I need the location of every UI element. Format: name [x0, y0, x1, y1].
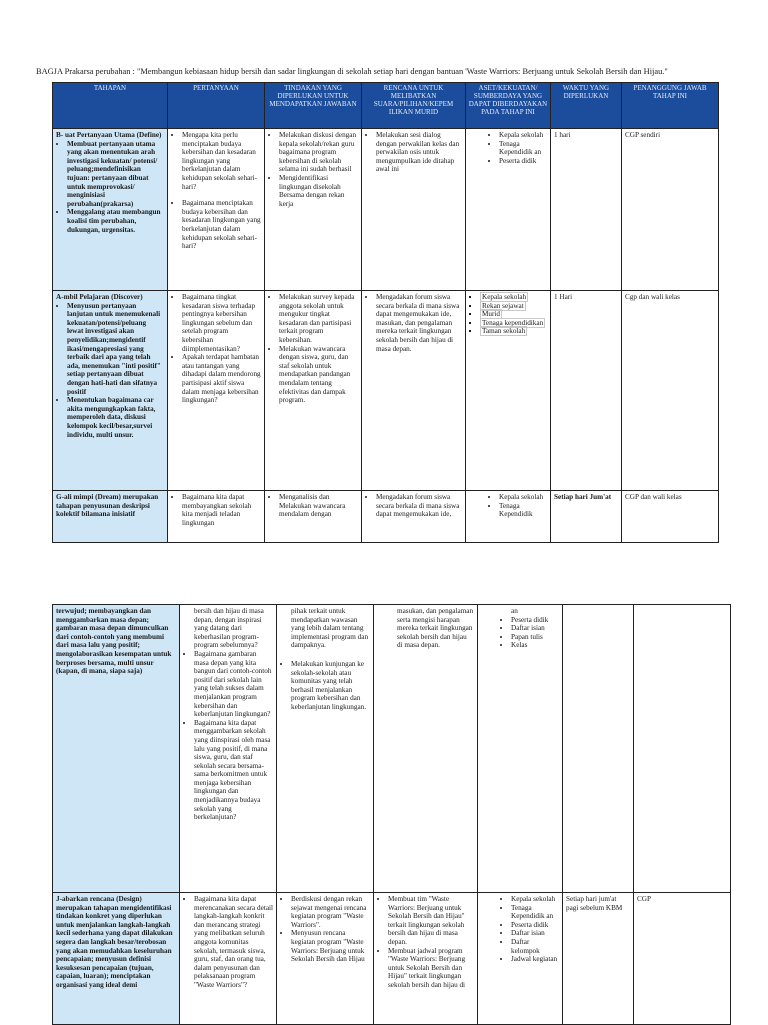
- action-continuation: pihak terkait untuk mendapatkan wawasan yang lebih dalam tentang implementasi program dan dampaknya.: [291, 607, 369, 650]
- assets-cell: [478, 605, 563, 893]
- table-row-dream: [53, 491, 719, 543]
- table-row-dream-cont: [53, 605, 731, 893]
- list-item: • Jadwal kegiatan: [511, 955, 559, 964]
- pic-cell: [634, 605, 731, 893]
- list-item: • Menggalang atau membangun koalisi tim perubahan, dukungan, urgensitas.: [67, 208, 164, 234]
- student-voice-cell: [362, 129, 466, 291]
- header-waktu: WAKTU YANG DIPERLUKAN: [551, 83, 622, 129]
- list-item: • Bagaimana gambaran masa depan yang kita bangun dari contoh-contoh positif dari sekolah lain yang telah sukses dalam menjalankan program kebersihan dan keberlanjutan lingkungan?: [194, 650, 273, 719]
- list-item: ▪ Kepala sekolah: [480, 293, 547, 302]
- pic-cell: CGP dan wali kelas: [622, 491, 719, 543]
- actions-cell: [277, 893, 374, 1025]
- list-item: • Kepala sekolah: [499, 131, 547, 140]
- list-item: • Melakukan diskusi dengan kepala sekolah/rekan guru bagaimana program kebersihan di sekolah selama ini sudah berhasil: [279, 131, 358, 174]
- list-item: • Melakukan kunjungan ke sekolah-sekolah atau komunitas yang telah berhasil menjalankan program kebersihan dan keberlanjutan lingkungan.: [291, 660, 370, 712]
- time-cell: 1 Hari: [551, 291, 622, 491]
- list-item: • Melakukan wawancara dengan siswa, guru, dan staf sekolah untuk mendapatkan pandangan mendalam tentang efektivitas dan dampak program.: [279, 345, 358, 405]
- list-item: • Tenaga Kependidik an: [511, 904, 559, 921]
- list-item: • Kepala sekolah: [499, 493, 547, 502]
- list-item: • Membuat jadwal program "Waste Warriors: Berjuang untuk Sekolah Bersih dan Hijau" terkait lingkungan sekolah bersih dan hijau di: [388, 947, 474, 990]
- stage-cell: terwujud; membayangkan dan menggambarkan masa depan; gambaran masa depan dimunculkan dari contoh-contoh yang membumi dari masa lalu yang positif; mengolaborasikan kesempatan untuk berproses bersama, multi unsur (kapan, di mana, siapa saja): [53, 605, 180, 893]
- table-header-row: [53, 83, 719, 129]
- pic-cell: CGP: [634, 893, 731, 1025]
- student-voice-cell: [362, 291, 466, 491]
- questions-cell: [168, 491, 265, 543]
- student-voice-cell: [374, 893, 478, 1025]
- asset-continuation: an: [511, 607, 518, 615]
- table-row-define: [53, 129, 719, 291]
- bagja-table-part-2: [52, 604, 731, 1025]
- list-item: • Papan tulis: [511, 633, 559, 642]
- list-item: • Tenaga Kependidik an: [499, 140, 547, 157]
- list-item: • Bagaimana kita dapat menggambarkan sekolah yang diinspirasi oleh masa lalu yang positif, di mana siswa, guru, dan staf sekolah secara bersama-sama berkomitmen untuk menjaga kebersihan lingkungan dan menjadikannya budaya sekolah yang berkelanjutan?: [194, 719, 273, 822]
- questions-cell: [168, 129, 265, 291]
- stage-title: G-ali mimpi (Dream) merupakan tahapan penyusunan deskripsi kolektif bilamana inisiatif: [56, 493, 159, 519]
- stage-cell: [53, 491, 168, 543]
- list-item: • Apakah terdapat hambatan atau tantangan yang dihadapi dalam mendorong partisipasi aktif siswa dalam menjaga kebersihan lingkungan?: [182, 353, 261, 405]
- assets-cell: [478, 893, 563, 1025]
- list-item: • Melakukan survey kepada anggota sekolah untuk mengukur tingkat kesadaran dan partisipasi terkait program kebersihan.: [279, 293, 358, 345]
- list-item: • Daftar isian: [511, 929, 559, 938]
- header-tindakan: TINDAKAN YANG DIPERLUKAN UNTUK MENDAPATKAN JAWABAN: [265, 83, 362, 129]
- stage-title: A-mbil Pelajaran (Discover): [56, 293, 143, 301]
- stage-cell: [53, 129, 168, 291]
- list-item: • Melakukan sesi dialog dengan perwakilan kelas dan perwakilan osis untuk mengumpulkan ide ditahap awal ini: [376, 131, 462, 174]
- list-item: ▪ Rekan sejawat: [480, 302, 547, 311]
- list-item: • Berdiskusi dengan rekan sejawat mengenai rencana kegiatan program "Waste Warriors".: [291, 895, 370, 929]
- header-aset: ASET/KEKUATAN/ SUMBERDAYA YANG DAPAT DIBERDAYAKAN PADA TAHAP INI: [466, 83, 551, 129]
- time-cell: Setiap hari jum'at pagi sebelum KBM: [563, 893, 634, 1025]
- student-voice-cell: [374, 605, 478, 893]
- list-item: • Peserta didik: [511, 921, 559, 930]
- student-voice-cell: [362, 491, 466, 543]
- list-item: • Peserta didik: [511, 616, 559, 625]
- list-item: • Tenaga Kependidik: [499, 502, 547, 519]
- stage-title: B- uat Pertanyaan Utama (Define): [56, 131, 162, 139]
- time-cell: 1 hari: [551, 129, 622, 291]
- assets-cell: [466, 491, 551, 543]
- header-rencana: RENCANA UNTUK MELIBATKAN SUARA/PILIHAN/KEPEM ILIKAN MURID: [362, 83, 466, 129]
- list-item: • Bagaimana kita dapat membayangkan sekolah kita menjadi teladan lingkungan: [182, 493, 261, 527]
- questions-cell: [180, 605, 277, 893]
- time-cell: Setiap hari Jum'at: [551, 491, 622, 543]
- list-item: • Mengidentifikasi lingkungan disekolah Bersama dengan rekan kerja: [279, 174, 358, 208]
- list-item: • Membuat pertanyaan utama yang akan menentukan arah investigasi kekuatan/ potensi/ peluang;mendefinisikan tujuan: pertanyaan dibuat untuk memprovokasi/ menginisiasi perubahan(prakarsa): [67, 140, 164, 209]
- list-item: • Bagaimana menciptakan budaya kebersihan dan kesadaran lingkungan yang berkelanjutan dalam kehidupan sekolah sehari-hari?: [182, 199, 261, 251]
- voice-continuation: masukan, dan pengalaman serta mengisi harapan mereka terkait lingkungan sekolah bersih dan hijau di masa depan.: [397, 607, 474, 650]
- table-row-discover: [53, 291, 719, 491]
- actions-cell: [265, 491, 362, 543]
- list-item: • Kelas: [511, 641, 559, 650]
- actions-cell: [265, 129, 362, 291]
- list-item: • Menyusun pertanyaan lanjutan untuk menemukenali kekuatan/potensi/peluang lewat investigasi akan penyelidikan;mengidentif ikasi/mengapresiasi yang terbaik dari apa yang telah ada, menemukan "inti positif" setiap pertanyaan dibuat dengan hati-hati dan sifatnya positif: [67, 302, 164, 397]
- time-cell: [563, 605, 634, 893]
- list-item: ▪ Tenaga kependidikan: [480, 319, 547, 328]
- pic-cell: CGP sendiri: [622, 129, 719, 291]
- list-item: • Bagaimana kita dapat merencanakan secara detail langkah-langkah konkrit dan merancang strategi yang melibatkan seluruh anggota komunitas sekolah, termasuk siswa, guru, staf, dan orang tua, dalam penyusunan dan pelaksanaan program "Waste Warriors"?: [194, 895, 273, 990]
- header-tahapan: TAHAPAN: [53, 83, 168, 129]
- pic-cell: Cgp dan wali kelas: [622, 291, 719, 491]
- bagja-table-part-1: [52, 82, 719, 543]
- list-item: ▪ Murid: [480, 310, 547, 319]
- list-item: • Membuat tim "Waste Warriors: Berjuang untuk Sekolah Bersih dan Hijau" terkait lingkungan sekolah bersih dan hijau di masa depan.: [388, 895, 474, 947]
- list-item: • Mengadakan forum siswa secara berkala di mana siswa dapat mengemukakan ide, masukan, dan pengalaman mereka terkait lingkungan sekolah bersih dan hijau di masa depan.: [376, 293, 462, 353]
- list-item: • Daftar isian: [511, 624, 559, 633]
- stage-cell: J-abarkan rencana (Design) merupakan tahapan mengidentifikasi tindakan konkret yang diperlukan untuk menjalankan langkah-langkah kecil sederhana yang dapat dilakukan segera dan langkah besar/terobosan yang akan memudahkan keseluruhan pencapaian; menyusun definisi kesuksesan pencapaian (tujuan, capaian, luaran); menciptakan organisasi yang ideal demi: [53, 893, 180, 1025]
- assets-cell: [466, 291, 551, 491]
- header-penanggung-jawab: PENANGGUNG JAWAB TAHAP INI: [622, 83, 719, 129]
- list-item: • Bagaimana tingkat kesadaran siswa terhadap pentingnya kebersihan lingkungan sebelum dan setelah program kebersihan diimplementasikan?: [182, 293, 261, 353]
- list-item: • Kepala sekolah: [511, 895, 559, 904]
- list-item: • Daftar kelompok: [511, 938, 559, 955]
- list-item: • Menganalisis dan Melakukan wawancara mendalam dengan: [279, 493, 358, 519]
- table-row-design: [53, 893, 731, 1025]
- assets-cell: [466, 129, 551, 291]
- actions-cell: [277, 605, 374, 893]
- stage-cell: [53, 291, 168, 491]
- list-item: ▪ Taman sekolah: [480, 327, 547, 336]
- list-item: • Menyusun rencana kegiatan program "Waste Warriors: Berjuang untuk Sekolah Bersih dan Hijau: [291, 929, 370, 963]
- page-title: BAGJA Prakarsa perubahan : "Membangun kebiasaan hidup bersih dan sadar lingkungan di sekolah setiap hari dengan bantuan 'Waste Warriors: Berjuang untuk Sekolah Bersih dan Hijau.": [36, 67, 668, 76]
- list-item: • Menentukan bagaimana car akita mengungkapkan fakta, memperoleh data, diskusi kelompok kecil/besar,survei individu, multi unsur.: [67, 396, 164, 439]
- list-item: • Peserta didik: [499, 157, 547, 166]
- actions-cell: [265, 291, 362, 491]
- list-item: • Mengadakan forum siswa secara berkala di mana siswa dapat mengemukakan ide,: [376, 493, 462, 519]
- question-continuation: bersih dan hijau di masa depan, dengan inspirasi yang datang dari keberhasilan program-program sebelumnya?: [194, 607, 264, 650]
- header-pertanyaan: PERTANYAAN: [168, 83, 265, 129]
- questions-cell: [180, 893, 277, 1025]
- list-item: • Mengapa kita perlu menciptakan budaya kebersihan dan kesadaran lingkungan yang berkelanjutan dalam kehidupan sekolah sehari-hari?: [182, 131, 261, 191]
- questions-cell: [168, 291, 265, 491]
